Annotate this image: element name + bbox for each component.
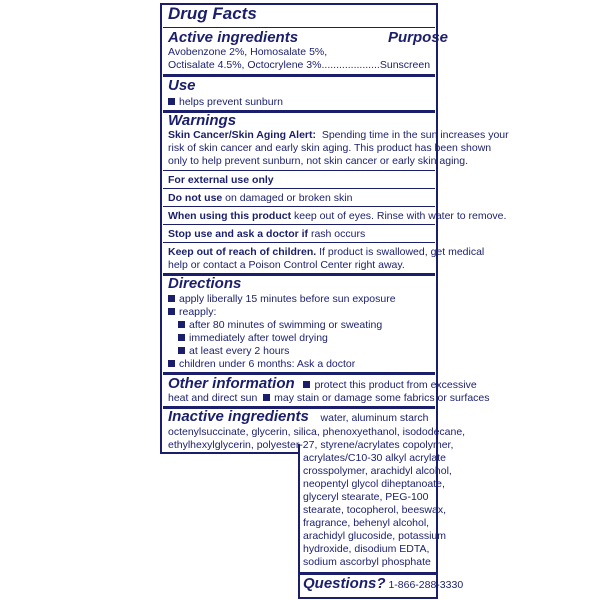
use-heading: Use xyxy=(168,77,196,94)
use-item xyxy=(168,96,283,109)
skin-alert-line-1 xyxy=(168,129,509,142)
direction-1-text: apply liberally 15 minutes before sun exposure xyxy=(179,293,396,305)
inactive-text-1: water, aluminum starch xyxy=(320,412,429,424)
active-ingredients-heading: Active ingredients xyxy=(168,29,299,46)
direction-2 xyxy=(168,306,216,319)
direction-3 xyxy=(168,358,355,371)
bullet-icon xyxy=(178,347,185,354)
inactive-line-9: fragrance, behenyl alcohol, xyxy=(303,517,430,529)
direction-2c-text: at least every 2 hours xyxy=(189,345,290,357)
bullet-icon xyxy=(263,394,270,401)
section-divider xyxy=(163,74,435,77)
divider xyxy=(163,242,435,243)
questions-phone: 1-866-288-3330 xyxy=(388,579,464,591)
when-using-label: When using this product xyxy=(168,210,292,222)
bullet-icon xyxy=(303,381,310,388)
bullet-icon xyxy=(168,360,175,367)
frame-step xyxy=(160,452,300,454)
other-info-line-2 xyxy=(168,392,490,405)
purpose-heading: Purpose xyxy=(388,29,449,46)
inactive-line-10: arachidyl glucoside, potassium xyxy=(303,530,446,542)
stop-use-label: Stop use and ask a doctor if xyxy=(168,228,309,240)
active-ingredients-line: Octisalate 4.5%, Octocrylene 3% xyxy=(168,59,322,71)
inactive-line-1 xyxy=(168,409,429,426)
do-not-use-label: Do not use xyxy=(168,192,223,204)
direction-2c xyxy=(178,345,289,358)
inactive-line-5: crosspolymer, arachidyl alcohol, xyxy=(303,465,452,477)
divider xyxy=(163,224,435,225)
active-line-1: Avobenzone 2%, Homosalate 5%, xyxy=(168,46,328,58)
warnings-heading: Warnings xyxy=(168,112,237,129)
do-not-use xyxy=(168,192,352,205)
external-use: For external use only xyxy=(168,174,274,186)
when-using xyxy=(168,210,506,223)
inactive-line-2: octenylsuccinate, glycerin, silica, phenoxyethanol, isododecane, xyxy=(168,426,466,438)
direction-2b-text: immediately after towel drying xyxy=(189,332,328,344)
purpose-value: Sunscreen xyxy=(379,59,431,71)
inactive-line-3: ethylhexylglycerin, polyester-27, styrene/acrylates copolymer, xyxy=(168,439,454,451)
do-not-use-text: on damaged or broken skin xyxy=(225,192,353,204)
directions-heading: Directions xyxy=(168,275,242,292)
direction-2-text: reapply: xyxy=(179,306,217,318)
leader-dots: .................... xyxy=(321,59,380,71)
keep-out-line-1 xyxy=(168,246,484,259)
bullet-icon xyxy=(168,98,175,105)
keep-out-text: If product is swallowed, get medical xyxy=(319,246,485,258)
bullet-icon xyxy=(178,321,185,328)
divider xyxy=(163,206,435,207)
divider xyxy=(163,188,435,189)
inactive-line-6: neopentyl glycol diheptanoate, xyxy=(303,478,445,490)
direction-2b xyxy=(178,332,328,345)
when-using-text: keep out of eyes. Rinse with water to remove. xyxy=(294,210,507,222)
skin-alert-label: Skin Cancer/Skin Aging Alert: xyxy=(168,129,316,141)
keep-out-label: Keep out of reach of children. xyxy=(168,246,317,258)
skin-alert-line-3: only to help prevent sunburn, not skin cancer or early skin aging. xyxy=(168,155,469,167)
questions-line xyxy=(303,576,463,593)
direction-2a xyxy=(178,319,382,332)
direction-1 xyxy=(168,293,396,306)
keep-out-line-2: help or contact a Poison Control Center right away. xyxy=(168,259,405,271)
questions-label: Questions? xyxy=(303,575,386,592)
divider xyxy=(163,170,435,171)
inactive-line-11: hydroxide, disodium EDTA, xyxy=(303,543,430,555)
bullet-icon xyxy=(178,334,185,341)
stop-use xyxy=(168,228,365,241)
drug-facts-title: Drug Facts xyxy=(168,4,257,23)
inactive-line-8: stearate, tocopherol, beeswax, xyxy=(303,504,447,516)
inactive-heading: Inactive ingredients xyxy=(168,408,309,425)
other-info-2-text: may stain or damage some fabrics or surfaces xyxy=(274,392,490,404)
inactive-line-4: acrylates/C10-30 alkyl acrylate xyxy=(303,452,446,464)
skin-alert-line-2: risk of skin cancer and early skin aging. This product has been shown xyxy=(168,142,492,154)
other-info-1-text: protect this product from excessive xyxy=(314,379,477,391)
other-info-heading: Other information xyxy=(168,375,295,392)
inactive-line-7: glyceryl stearate, PEG-100 xyxy=(303,491,429,503)
direction-3-text: children under 6 months: Ask a doctor xyxy=(179,358,356,370)
direction-2a-text: after 80 minutes of swimming or sweating xyxy=(189,319,383,331)
other-info-line-1 xyxy=(168,376,477,393)
bullet-icon xyxy=(168,308,175,315)
skin-alert-text: Spending time in the sun increases your xyxy=(321,129,509,141)
frame-step-side xyxy=(160,441,162,454)
bullet-icon xyxy=(168,295,175,302)
divider xyxy=(163,27,435,28)
active-line-2 xyxy=(168,59,430,72)
other-info-1-cont: heat and direct sun xyxy=(168,392,258,404)
inactive-line-12: sodium ascorbyl phosphate xyxy=(303,556,431,568)
stop-use-text: rash occurs xyxy=(310,228,366,240)
use-item-text: helps prevent sunburn xyxy=(179,96,283,108)
